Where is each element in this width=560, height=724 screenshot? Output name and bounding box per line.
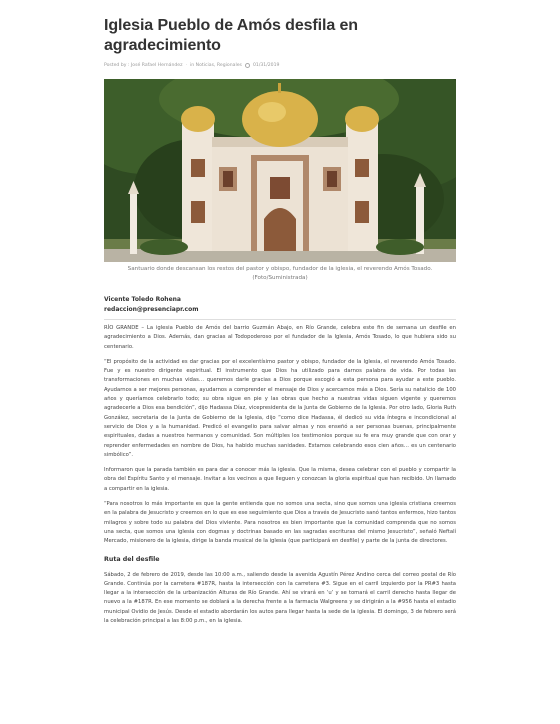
article-meta	[104, 61, 456, 69]
paragraph: RÍO GRANDE – La iglesia Pueblo de Amós del barrio Guzmán Abajo, en Río Grande, celebra este fin de semana un desfile en agradecimiento a Dios. Además, dan gracias al Todopoderoso por el fundador de la Iglesia, Amós Tosado, lo que hubiera sido su centenario.	[104, 325, 456, 350]
category-link[interactable]: in Noticias, Regionales	[190, 62, 242, 68]
paragraph: “El propósito de la actividad es dar gracias por el excelentísimo pastor y obispo, fundador de la Iglesia, el reverendo Amós Tosado. Fue y es nuestro dirigente espiritual. El instrumento que Dios ha utilizado para darnos palabra de vida. Por todas las transformaciones en muchas vidas… queremos darle gracias a Dios porque escogió a esta persona para ayudar a este pueblo. Ayudarnos a ser mejores personas, ayudarnos a comprender el mensaje de Dios y acercarnos más a Dios. Sería su natalicio de 100 años y queríamos celebrarlo todo; su obra sigue en pie y las obras que hecho a nuestras vidas siguen vigente y queremos agradecerle a Dios esa bendición”, dijo Hadassa Díaz, vicepresidenta de la Junta de Gobierno de la Iglesia. Por otro lado, Gloria Ruth González, secretaria de la Junta de Gobierno de la Iglesia, dijo “como dice Hadassa, él dedicó su vida íntegra e incondicional al servicio de Dios y a la humanidad. Predicó el evangelio para salvar almas y nos enseñó a ser personas buenas, principalmente espirituales, dadas a nuestros hermanos y comunidad. Son múltiples los testimonios porque su fe era muy grande que con orar y reprender enfermedades en nombre de Dios, ha habido muchas sanidades. Estamos celebrando esos cien años… es un centenario simbólico”.	[104, 358, 456, 458]
sanctuary-image	[104, 79, 456, 262]
meta-separator: ·	[185, 62, 188, 68]
paragraph: “Para nosotros lo más importante es que la gente entienda que no somos una secta, sino que somos una iglesia cristiana creemos en la palabra de Jesucristo y creemos en lo que es ese seguimiento que Dios a través de Jesucristo sanó tantos enfermos, hizo tantos milagros y sobre todo su palabra del Dios viviente. Para nosotros es bien importante que la comunidad comprenda que no somos una secta, que somos una iglesia con dogmas y doctrinas basado en las sagradas escrituras del mismo Jesucristo”, señaló Neftalí Mercado, misionero de la iglesia, dirige la banda musical de la iglesia (que participará en desfile) y parte de la junta de directores.	[104, 501, 456, 545]
post-date: 01/31/2019	[252, 62, 280, 68]
paragraph: Informaron que la parada también es para dar a conocer más la iglesia. Que la misma, desea celebrar con el pueblo y compartir la obra del Espíritu Santo y el mensaje. Invitar a los vecinos a que lleguen y conozcan la gloria espiritual que han recibido. Un llamado a compartir en la iglesia.	[104, 467, 456, 492]
clock-icon	[245, 63, 250, 68]
paragraph: Sábado, 2 de febrero de 2019, desde las 10:00 a.m., saliendo desde la avenida Agustín Pérez Andino cerca del correo postal de Río Grande. Continúa por la carretera #187R, hasta la intersección con la carretera #3. Sigue en el carril izquierdo por la PR#3 hasta llegar a la intersección de la urbanización Alturas de Río Grande. Ahí se virará en ‘u’ y se tomará el carril derecho hasta llegar de nuevo a la #187R. En ese momento se doblará a la derecha frente a la farmacia Walgreens y se dirigirán a la #956 hasta el estadio municipal Ovidio de Jesús. Desde el estadio abordarán los autos para llegar hasta la sede de la iglesia. El domingo, 3 de febrero será la celebración principal a las 8:00 p.m., en la iglesia.	[104, 571, 456, 625]
author-name: Vicente Toledo Rohena	[104, 296, 181, 303]
author-email[interactable]: redaccion@presenciapr.com	[104, 306, 199, 313]
article-title: Iglesia Pueblo de Amós desfila en agradecimiento	[104, 17, 358, 54]
article-photo	[104, 79, 456, 262]
posted-by: Posted by : José Rafael Hernández	[104, 62, 183, 68]
section-heading: Ruta del desfile	[104, 555, 160, 563]
divider	[104, 319, 456, 320]
article	[104, 0, 456, 626]
photo-caption: Santuario donde descansan los restos del pastor y obispo, fundador de la iglesia, el reverendo Amós Tosado. (Foto/Suministrada)	[127, 266, 433, 281]
